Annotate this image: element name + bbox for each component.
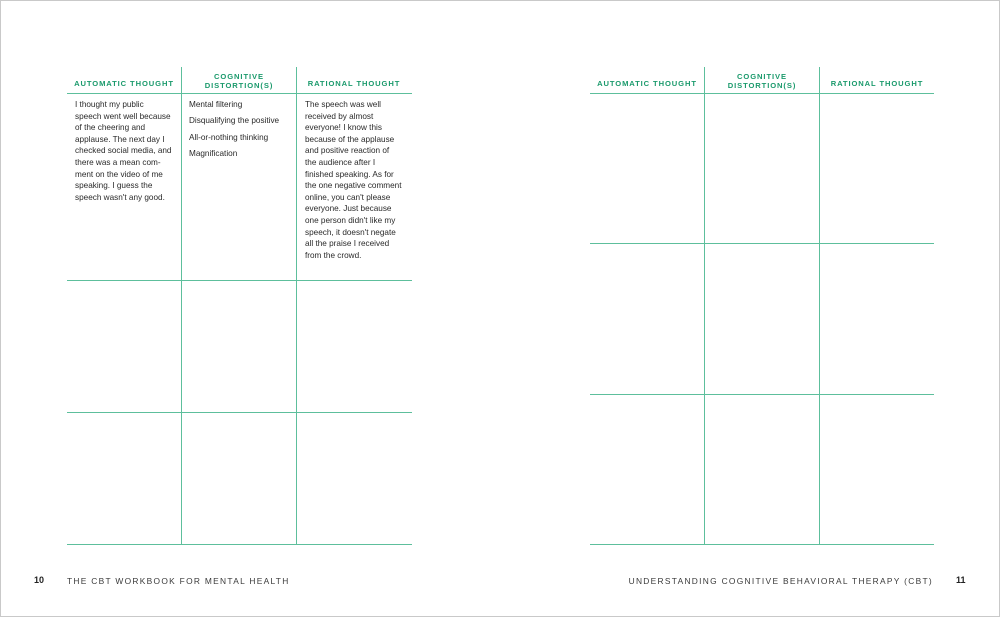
left-running-head: THE CBT WORKBOOK FOR MENTAL HEALTH — [67, 576, 290, 586]
bottom-rule — [67, 544, 412, 545]
header-rational-thought: RATIONAL THOUGHT — [830, 79, 924, 89]
header-rule — [67, 93, 412, 94]
example-automatic-thought: I thought my public speech went well because of the cheering and applause. The next day I checked social media, and there was a mean com- ment on the video of me speaking. I guess the speech wasn't any good. — [75, 100, 172, 202]
header-cognitive-distortions: COGNITIVE DISTORTION(S) — [204, 72, 274, 90]
right-worksheet-table — [590, 67, 934, 545]
header-rule — [590, 93, 934, 94]
distortion-item: Magnification — [189, 149, 238, 159]
header-automatic-thought: AUTOMATIC THOUGHT — [597, 79, 697, 89]
header-automatic-thought: AUTOMATIC THOUGHT — [74, 79, 174, 89]
right-page-number: 11 — [956, 575, 966, 585]
left-page-number: 10 — [34, 575, 45, 585]
column-divider — [296, 67, 297, 545]
column-divider — [181, 67, 182, 545]
column-divider — [819, 67, 820, 545]
column-divider — [704, 67, 705, 545]
distortion-item: Disqualifying the positive — [189, 116, 280, 126]
row-divider — [67, 412, 412, 413]
example-distortions-list — [189, 99, 293, 165]
example-rational-thought: The speech was well received by almost everyone! I know this because of the applause and positive reaction of the audience after I finished speaking. As for the one negative comment online, you can't please everyone. Just because one person didn't like my speech, it doesn't negate all the praise I received from the crowd. — [305, 100, 402, 260]
row-divider — [590, 394, 934, 395]
row-divider — [67, 280, 412, 281]
distortion-item: All-or-nothing thinking — [189, 132, 269, 142]
bottom-rule — [590, 544, 934, 545]
row-divider — [590, 243, 934, 244]
right-running-head: UNDERSTANDING COGNITIVE BEHAVIORAL THERAPY (CBT) — [628, 576, 933, 586]
header-cognitive-distortions: COGNITIVE DISTORTION(S) — [727, 72, 797, 90]
distortion-item: Mental filtering — [189, 100, 243, 109]
left-worksheet-table — [67, 67, 412, 545]
header-rational-thought: RATIONAL THOUGHT — [307, 79, 401, 89]
